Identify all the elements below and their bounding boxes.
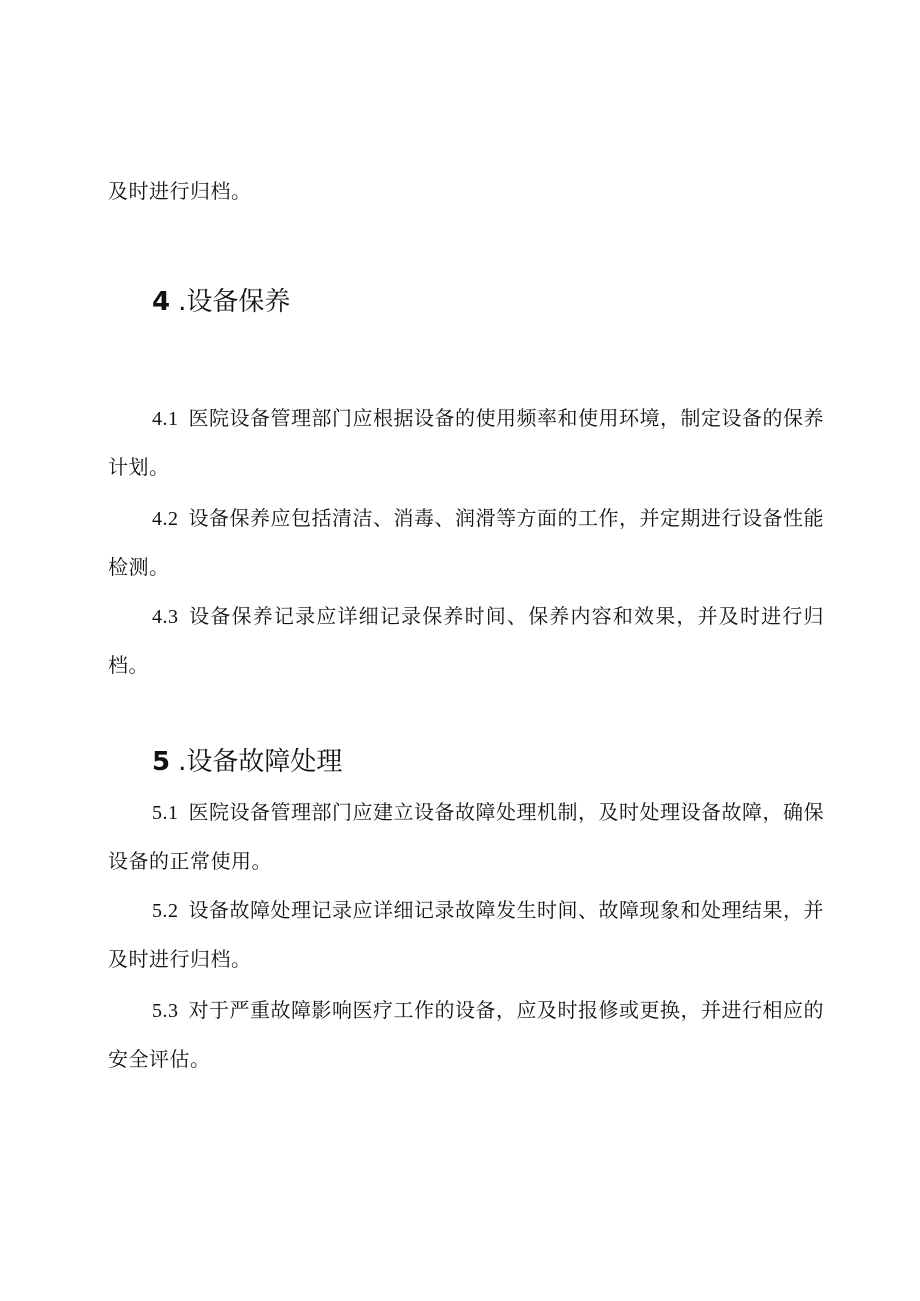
paragraph-number: 5.3 — [152, 1000, 179, 1022]
section-4-title: .设备保养 — [178, 287, 291, 317]
section-5-heading — [152, 744, 342, 780]
paragraph-4-3 — [108, 592, 824, 689]
paragraph-text: 设备保养应包括清洁、消毒、润滑等方面的工作，并定期进行设备性能检测。 — [108, 506, 824, 579]
paragraph-number: 4.2 — [152, 508, 179, 530]
section-5-title: .设备故障处理 — [178, 747, 343, 777]
section-5-number: 5 — [152, 747, 171, 777]
paragraph-text: 医院设备管理部门应根据设备的使用频率和使用环境，制定设备的保养计划。 — [108, 406, 824, 479]
paragraph-5-2 — [108, 886, 824, 983]
section-4-number: 4 — [152, 287, 171, 317]
paragraph-number: 5.2 — [152, 900, 179, 922]
paragraph-4-2 — [108, 494, 824, 591]
paragraph-5-1 — [108, 788, 824, 885]
paragraph-5-3 — [108, 986, 824, 1083]
paragraph-4-1 — [108, 394, 824, 491]
paragraph-text: 对于严重故障影响医疗工作的设备，应及时报修或更换，并进行相应的安全评估。 — [108, 998, 824, 1071]
paragraph-number: 4.3 — [152, 606, 179, 628]
paragraph-number: 5.1 — [152, 802, 179, 824]
paragraph-text: 设备故障处理记录应详细记录故障发生时间、故障现象和处理结果，并及时进行归档。 — [108, 898, 824, 971]
continuation-text: 及时进行归档。 — [108, 179, 252, 203]
paragraph-text: 设备保养记录应详细记录保养时间、保养内容和效果，并及时进行归档。 — [108, 604, 824, 677]
paragraph-text: 医院设备管理部门应建立设备故障处理机制，及时处理设备故障，确保设备的正常使用。 — [108, 800, 824, 873]
paragraph-number: 4.1 — [152, 408, 179, 430]
section-4-heading — [152, 284, 290, 320]
